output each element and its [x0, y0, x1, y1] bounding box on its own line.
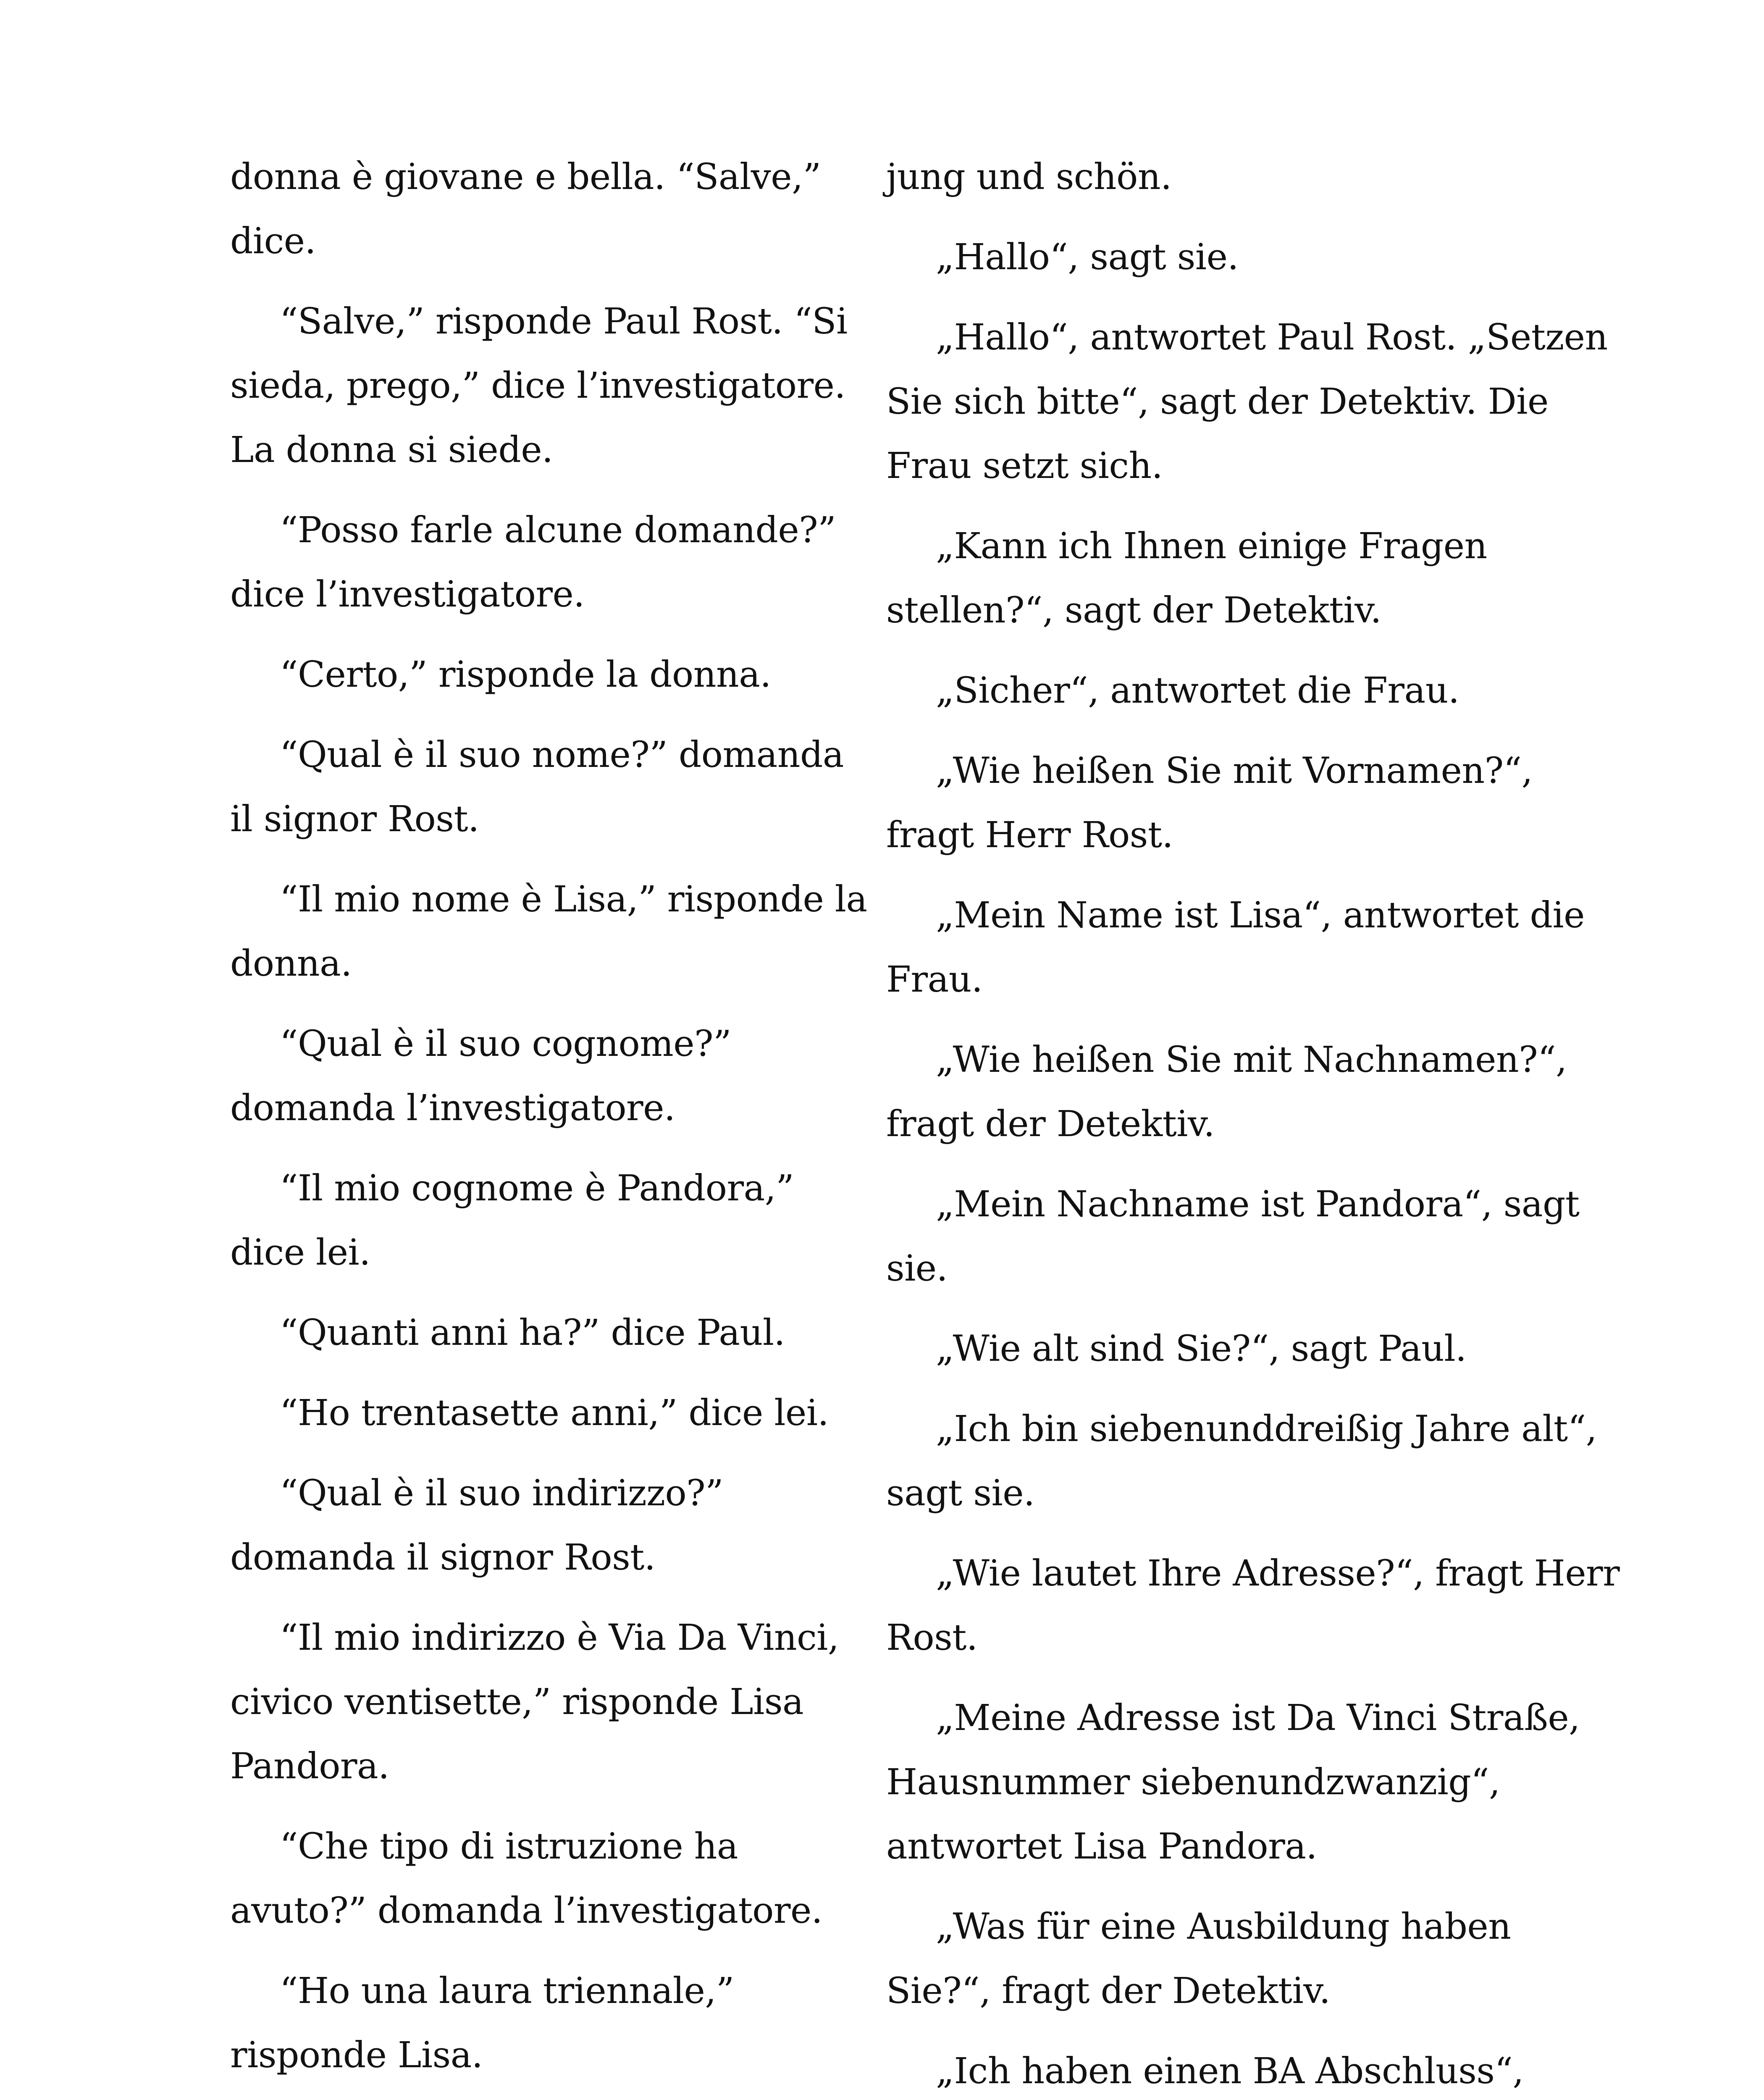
italian-paragraph [230, 1814, 877, 1943]
text-line: Hausnummer siebenundzwanzig“, [886, 1761, 1500, 1803]
text-line: “Ho trentasette anni,” dice lei. [280, 1392, 829, 1434]
text-line: Frau. [886, 959, 983, 1000]
text-line: Pandora. [230, 1746, 389, 1787]
text-line: „Wie alt sind Sie?“, sagt Paul. [936, 1328, 1467, 1370]
text-line: “Posso farle alcune domande?” [280, 509, 836, 551]
italian-paragraph [230, 1301, 877, 1365]
text-line: sieda, prego,” dice l’investigatore. [230, 365, 845, 407]
text-line: “Ho una laura triennale,” [280, 1970, 734, 2012]
text-line: domanda l’investigatore. [230, 1087, 675, 1129]
german-paragraph [886, 305, 1609, 498]
text-line: „Was für eine Ausbildung haben [936, 1906, 1511, 1948]
german-paragraph [886, 883, 1609, 1012]
italian-paragraph [230, 643, 877, 707]
text-line: „Wie heißen Sie mit Nachnamen?“, [936, 1039, 1567, 1081]
german-text-column [886, 145, 1620, 2100]
text-line: dice lei. [230, 1232, 370, 1273]
german-paragraph [886, 1895, 1609, 2023]
text-line: antwortet Lisa Pandora. [886, 1826, 1317, 1867]
italian-paragraph [230, 867, 877, 996]
text-line: Rost. [886, 1617, 978, 1659]
german-paragraph [886, 1686, 1609, 1879]
text-line: jung und schön. [886, 156, 1172, 198]
german-paragraph [886, 1541, 1620, 1670]
german-paragraph [886, 2039, 1609, 2100]
text-line: “Qual è il suo nome?” domanda [280, 734, 844, 776]
text-line: domanda il signor Rost. [230, 1537, 656, 1578]
text-line: La donna si siede. [230, 429, 553, 471]
text-line: „Mein Name ist Lisa“, antwortet die [936, 895, 1585, 936]
text-line: „Meine Adresse ist Da Vinci Straße, [936, 1697, 1580, 1739]
italian-paragraph [230, 145, 877, 273]
text-line: sie. [886, 1248, 948, 1289]
italian-paragraph [230, 1381, 877, 1445]
german-paragraph [886, 659, 1609, 723]
german-paragraph [886, 1028, 1609, 1156]
text-line: Sie?“, fragt der Detektiv. [886, 1970, 1331, 2012]
text-line: “Che tipo di istruzione ha [280, 1826, 738, 1867]
text-line: “Il mio cognome è Pandora,” [280, 1168, 794, 1209]
text-line: “Salve,” risponde Paul Rost. “Si [280, 301, 848, 342]
german-paragraph [886, 1317, 1609, 1381]
german-paragraph [886, 739, 1609, 867]
text-line: donna. [230, 943, 352, 984]
text-line: „Wie lautet Ihre Adresse?“, fragt Herr [936, 1553, 1620, 1594]
text-line: „Ich haben einen BA Abschluss“, [936, 2050, 1524, 2092]
text-line: stellen?“, sagt der Detektiv. [886, 590, 1382, 631]
text-line: Frau setzt sich. [886, 445, 1163, 487]
text-line: „Sicher“, antwortet die Frau. [936, 670, 1460, 711]
text-line: „Kann ich Ihnen einige Fragen [936, 525, 1487, 567]
text-line: “Il mio nome è Lisa,” risponde la [280, 879, 867, 920]
german-paragraph [886, 514, 1609, 643]
italian-text-column [230, 145, 877, 2100]
text-line: fragt der Detektiv. [886, 1103, 1215, 1145]
text-line: dice. [230, 220, 316, 262]
text-line: “Qual è il suo indirizzo?” [280, 1473, 724, 1514]
german-paragraph [886, 1172, 1609, 1301]
text-line: „Ich bin siebenunddreißig Jahre alt“, [936, 1408, 1597, 1450]
italian-paragraph [230, 1959, 877, 2087]
italian-paragraph [230, 1156, 877, 1285]
german-paragraph [886, 145, 1609, 209]
italian-paragraph [230, 1461, 877, 1590]
text-line: „Hallo“, antwortet Paul Rost. „Setzen [936, 317, 1608, 358]
italian-paragraph [230, 289, 877, 482]
text-line: Sie sich bitte“, sagt der Detektiv. Die [886, 381, 1549, 423]
italian-paragraph [230, 1606, 877, 1798]
text-line: sagt sie. [886, 1473, 1035, 1514]
text-line: “Quanti anni ha?” dice Paul. [280, 1312, 785, 1354]
text-line: il signor Rost. [230, 798, 479, 840]
german-paragraph [886, 225, 1609, 289]
text-line: “Certo,” risponde la donna. [280, 654, 771, 696]
text-line: fragt Herr Rost. [886, 814, 1173, 856]
text-line: donna è giovane e bella. “Salve,” [230, 156, 821, 198]
text-line: civico ventisette,” risponde Lisa [230, 1681, 804, 1723]
italian-paragraph [230, 723, 877, 851]
text-line: dice l’investigatore. [230, 574, 585, 615]
text-line: „Hallo“, sagt sie. [936, 236, 1239, 278]
italian-paragraph [230, 498, 877, 627]
german-paragraph [886, 1397, 1609, 1525]
text-line: risponde Lisa. [230, 2034, 483, 2076]
text-line: avuto?” domanda l’investigatore. [230, 1890, 823, 1932]
text-line: “Qual è il suo cognome?” [280, 1023, 732, 1065]
text-line: „Wie heißen Sie mit Vornamen?“, [936, 750, 1533, 792]
text-line: “Il mio indirizzo è Via Da Vinci, [280, 1617, 839, 1659]
text-line: „Mein Nachname ist Pandora“, sagt [936, 1184, 1580, 1225]
italian-paragraph [230, 1012, 877, 1140]
